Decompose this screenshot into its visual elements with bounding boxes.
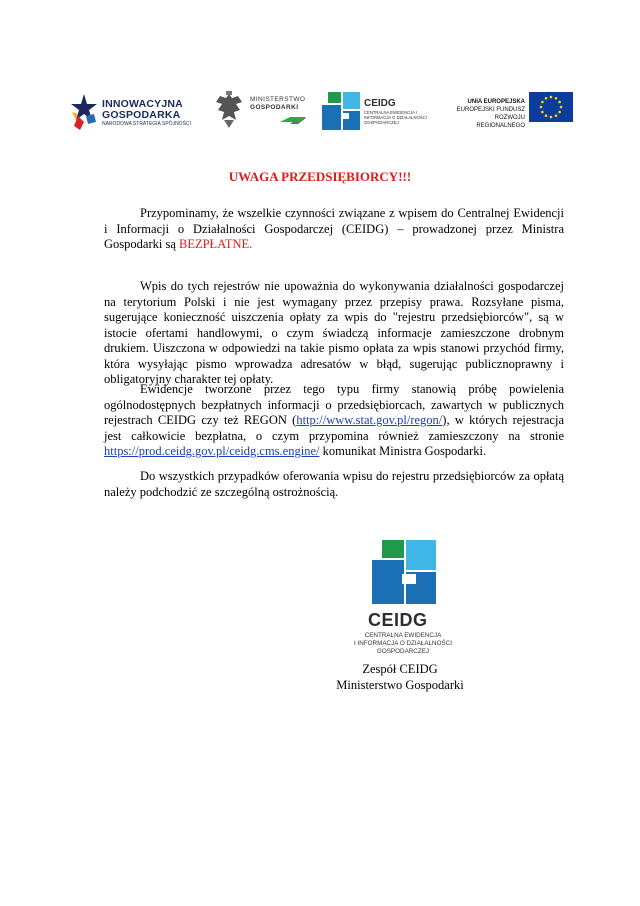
signature-team: Zespół CEIDG <box>362 662 438 676</box>
paragraph-1 <box>104 206 564 253</box>
logos-bar <box>0 88 640 136</box>
ceidg-big-sub1: CENTRALNA EWIDENCJA <box>364 632 442 639</box>
ministerstwo-line2: GOSPODARKI <box>250 104 299 111</box>
page-title: UWAGA PRZEDSIĘBIORCY!!! <box>228 169 412 184</box>
paragraph-3 <box>104 382 564 460</box>
ceidg-big-sub <box>342 632 464 656</box>
p1-end: . <box>249 237 253 251</box>
signature-ministry: Ministerstwo Gospodarki <box>336 678 464 692</box>
p4-text: Do wszystkich przypadków oferowania wpisu do rejestru przedsiębiorców za opłatą należy podchodzić ze szczególną ostrożnością. <box>104 469 564 499</box>
ceidg-cms-link[interactable]: https://prod.ceidg.gov.pl/ceidg.cms.engine/ <box>104 444 320 458</box>
ue-line1: UNIA EUROPEJSKA <box>467 99 525 105</box>
p3-text-c: komunikat Ministra Gospodarki. <box>319 444 487 458</box>
ceidg-small-mark-icon <box>322 92 360 130</box>
innowacyjna-line3: NARODOWA STRATEGIA SPÓJNOŚCI <box>102 121 191 127</box>
paragraph-2 <box>104 279 564 388</box>
p1-text: Przypominamy, że wszelkie czynności związane z wpisem do Centralnej Ewidencji i Informacji o Działalności Gospodarczej (CEIDG) – prowadzonej przez Ministra Gospodarki są <box>104 206 564 251</box>
innowacyjna-star-icon <box>70 92 100 132</box>
ceidg-small-logo <box>320 88 440 136</box>
innowacyjna-gospodarka-logo <box>70 88 200 136</box>
innowacyjna-line2: GOSPODARKA <box>102 109 181 121</box>
ceidg-small-name: CEIDG <box>364 98 396 109</box>
ministerstwo-stripe-icon <box>250 116 306 126</box>
eu-flag-icon <box>529 92 573 122</box>
unia-europejska-logo <box>447 88 575 136</box>
p2-text: Wpis do tych rejestrów nie upoważnia do wykonywania działalności gospodarczej na terytorium Polski i nie jest wymagany przez przepisy prawa. Rozsyłane pisma, sugerujące konieczność uiszczenia opłaty za wpis do "rejestru przedsiębiorców", są w istocie ofertami handlowymi, o czym świadczą informacje zamieszczone drobnym drukiem. Uiszczona w odpowiedzi na takie pismo opłata za wpis stanowi przychód firmy, która wysyłając pismo wprowadza adresatów w błąd, sugerując publicznoprawny i obligatoryjny charakter tej opłaty. <box>104 279 564 386</box>
paragraph-4 <box>104 469 564 500</box>
ceidg-big-name: CEIDG <box>368 610 428 630</box>
ue-line3: ROZWOJU REGIONALNEGO <box>476 115 525 129</box>
ceidg-big-sub2: I INFORMACJA O DZIAŁALNOŚCI <box>354 640 452 647</box>
ministerstwo-gospodarki-logo <box>212 88 308 136</box>
p3-text-a: Ewidencje tworzone przez tego typu firmy stanowią próbę powielenia ogólnodostępnych bezpłatnych informacji o przedsiębiorcach, zawartych w publicznych rejestrach CEIDG czy też REGON ( <box>104 382 564 427</box>
ceidg-big-logo <box>342 540 462 660</box>
ministerstwo-line1: MINISTERSTWO <box>250 96 306 103</box>
ceidg-big-mark-icon <box>372 540 436 604</box>
bezplatne-highlight: BEZPŁATNE <box>179 237 250 251</box>
ue-text <box>447 98 525 130</box>
ceidg-small-sub: CENTRALNA EWIDENCJA I INFORMACJA O DZIAŁALNOŚCI GOSPODARCZEJ <box>364 110 427 125</box>
white-eagle-emblem-icon <box>212 90 246 130</box>
innowacyjna-line1: INNOWACYJNA <box>102 98 183 110</box>
regon-link[interactable]: http://www.stat.gov.pl/regon/ <box>296 413 443 427</box>
ue-line2: EUROPEJSKI FUNDUSZ <box>456 107 525 113</box>
p3-text-b: ), w których rejestracja jest całkowicie bezpłatna, o czym przypomina również zamieszczony na stronie <box>104 413 564 443</box>
ceidg-big-sub3: GOSPODARCZEJ <box>376 648 430 655</box>
